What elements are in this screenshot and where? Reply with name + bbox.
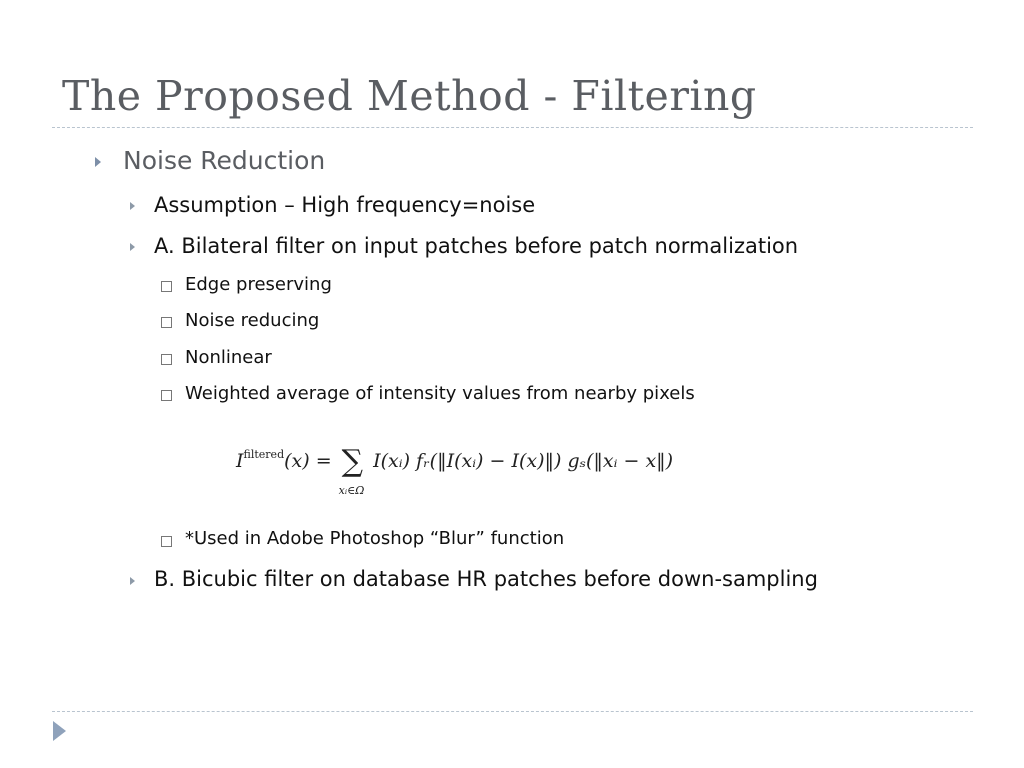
bullet-arrow-icon bbox=[130, 202, 135, 210]
sum-index: xᵢ∈Ω bbox=[338, 484, 365, 497]
next-slide-arrow-icon bbox=[53, 721, 66, 741]
bullet-weighted-average: Weighted average of intensity values from nearby pixels bbox=[185, 383, 695, 404]
slide-title: The Proposed Method - Filtering bbox=[62, 72, 757, 120]
bullet-item-b: B. Bicubic filter on database HR patches before down-sampling bbox=[154, 567, 818, 591]
square-bullet-icon bbox=[161, 281, 172, 292]
bullet-item-a: A. Bilateral filter on input patches before patch normalization bbox=[154, 234, 799, 258]
square-bullet-icon bbox=[161, 317, 172, 328]
bullet-edge-preserving: Edge preserving bbox=[185, 274, 332, 295]
bilateral-filter-formula bbox=[236, 444, 674, 497]
sum-sigma: ∑ bbox=[341, 444, 364, 479]
bullet-nonlinear: Nonlinear bbox=[185, 347, 272, 368]
bullet-arrow-icon bbox=[95, 157, 101, 167]
formula-superscript: filtered bbox=[243, 448, 285, 461]
bullet-noise-reduction: Noise Reduction bbox=[123, 146, 326, 175]
formula-lhs-arg: (x) = bbox=[284, 450, 332, 472]
square-bullet-icon bbox=[161, 390, 172, 401]
bullet-photoshop-note: *Used in Adobe Photoshop “Blur” function bbox=[185, 528, 565, 549]
bullet-assumption: Assumption – High frequency=noise bbox=[154, 193, 536, 217]
bullet-arrow-icon bbox=[130, 243, 135, 251]
title-divider bbox=[52, 127, 973, 128]
square-bullet-icon bbox=[161, 536, 172, 547]
formula-rhs: I(xᵢ) fᵣ(‖I(xᵢ) − I(x)‖) gₛ(‖xᵢ − x‖) bbox=[373, 450, 674, 472]
bullet-arrow-icon bbox=[130, 577, 135, 585]
footer-divider bbox=[52, 711, 973, 712]
square-bullet-icon bbox=[161, 354, 172, 365]
bullet-noise-reducing: Noise reducing bbox=[185, 310, 320, 331]
sum-symbol bbox=[338, 444, 365, 497]
formula-lhs: I bbox=[236, 450, 244, 472]
